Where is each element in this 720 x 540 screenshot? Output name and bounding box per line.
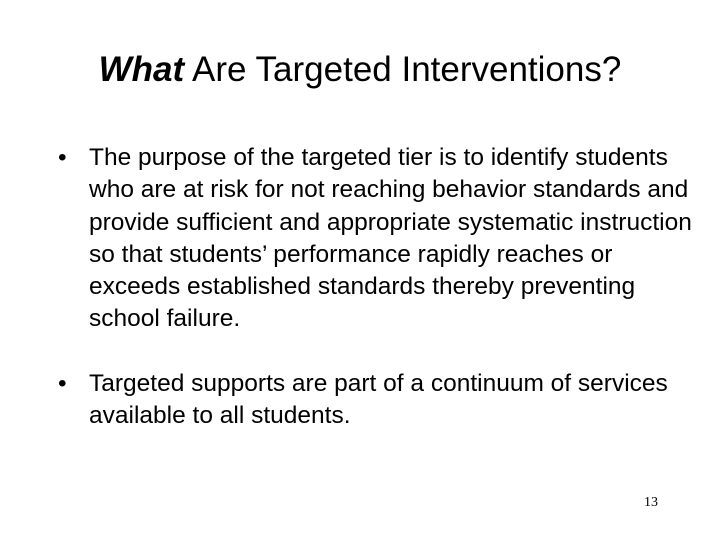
bullet-dot-icon: • xyxy=(58,369,67,397)
bullet-text-purpose: The purpose of the targeted tier is to identify students who are at risk for not reaching behavior standards and provide sufficient and appropriate systematic instruction so that students’ performance rapidly reaches or exceeds established standards thereby preventing school failure. xyxy=(89,144,692,333)
bullet-item-purpose xyxy=(58,142,698,336)
bullet-item-continuum xyxy=(58,368,698,433)
slide-number: 13 xyxy=(644,495,658,510)
slide-title-rest: Are Targeted Interventions? xyxy=(184,50,622,89)
slide-title xyxy=(0,46,720,94)
bullet-list xyxy=(58,142,698,432)
slide-title-emphasis: What xyxy=(98,50,185,89)
bullet-text-continuum: Targeted supports are part of a continuum of services available to all students. xyxy=(89,369,668,430)
bullet-dot-icon: • xyxy=(58,144,67,171)
